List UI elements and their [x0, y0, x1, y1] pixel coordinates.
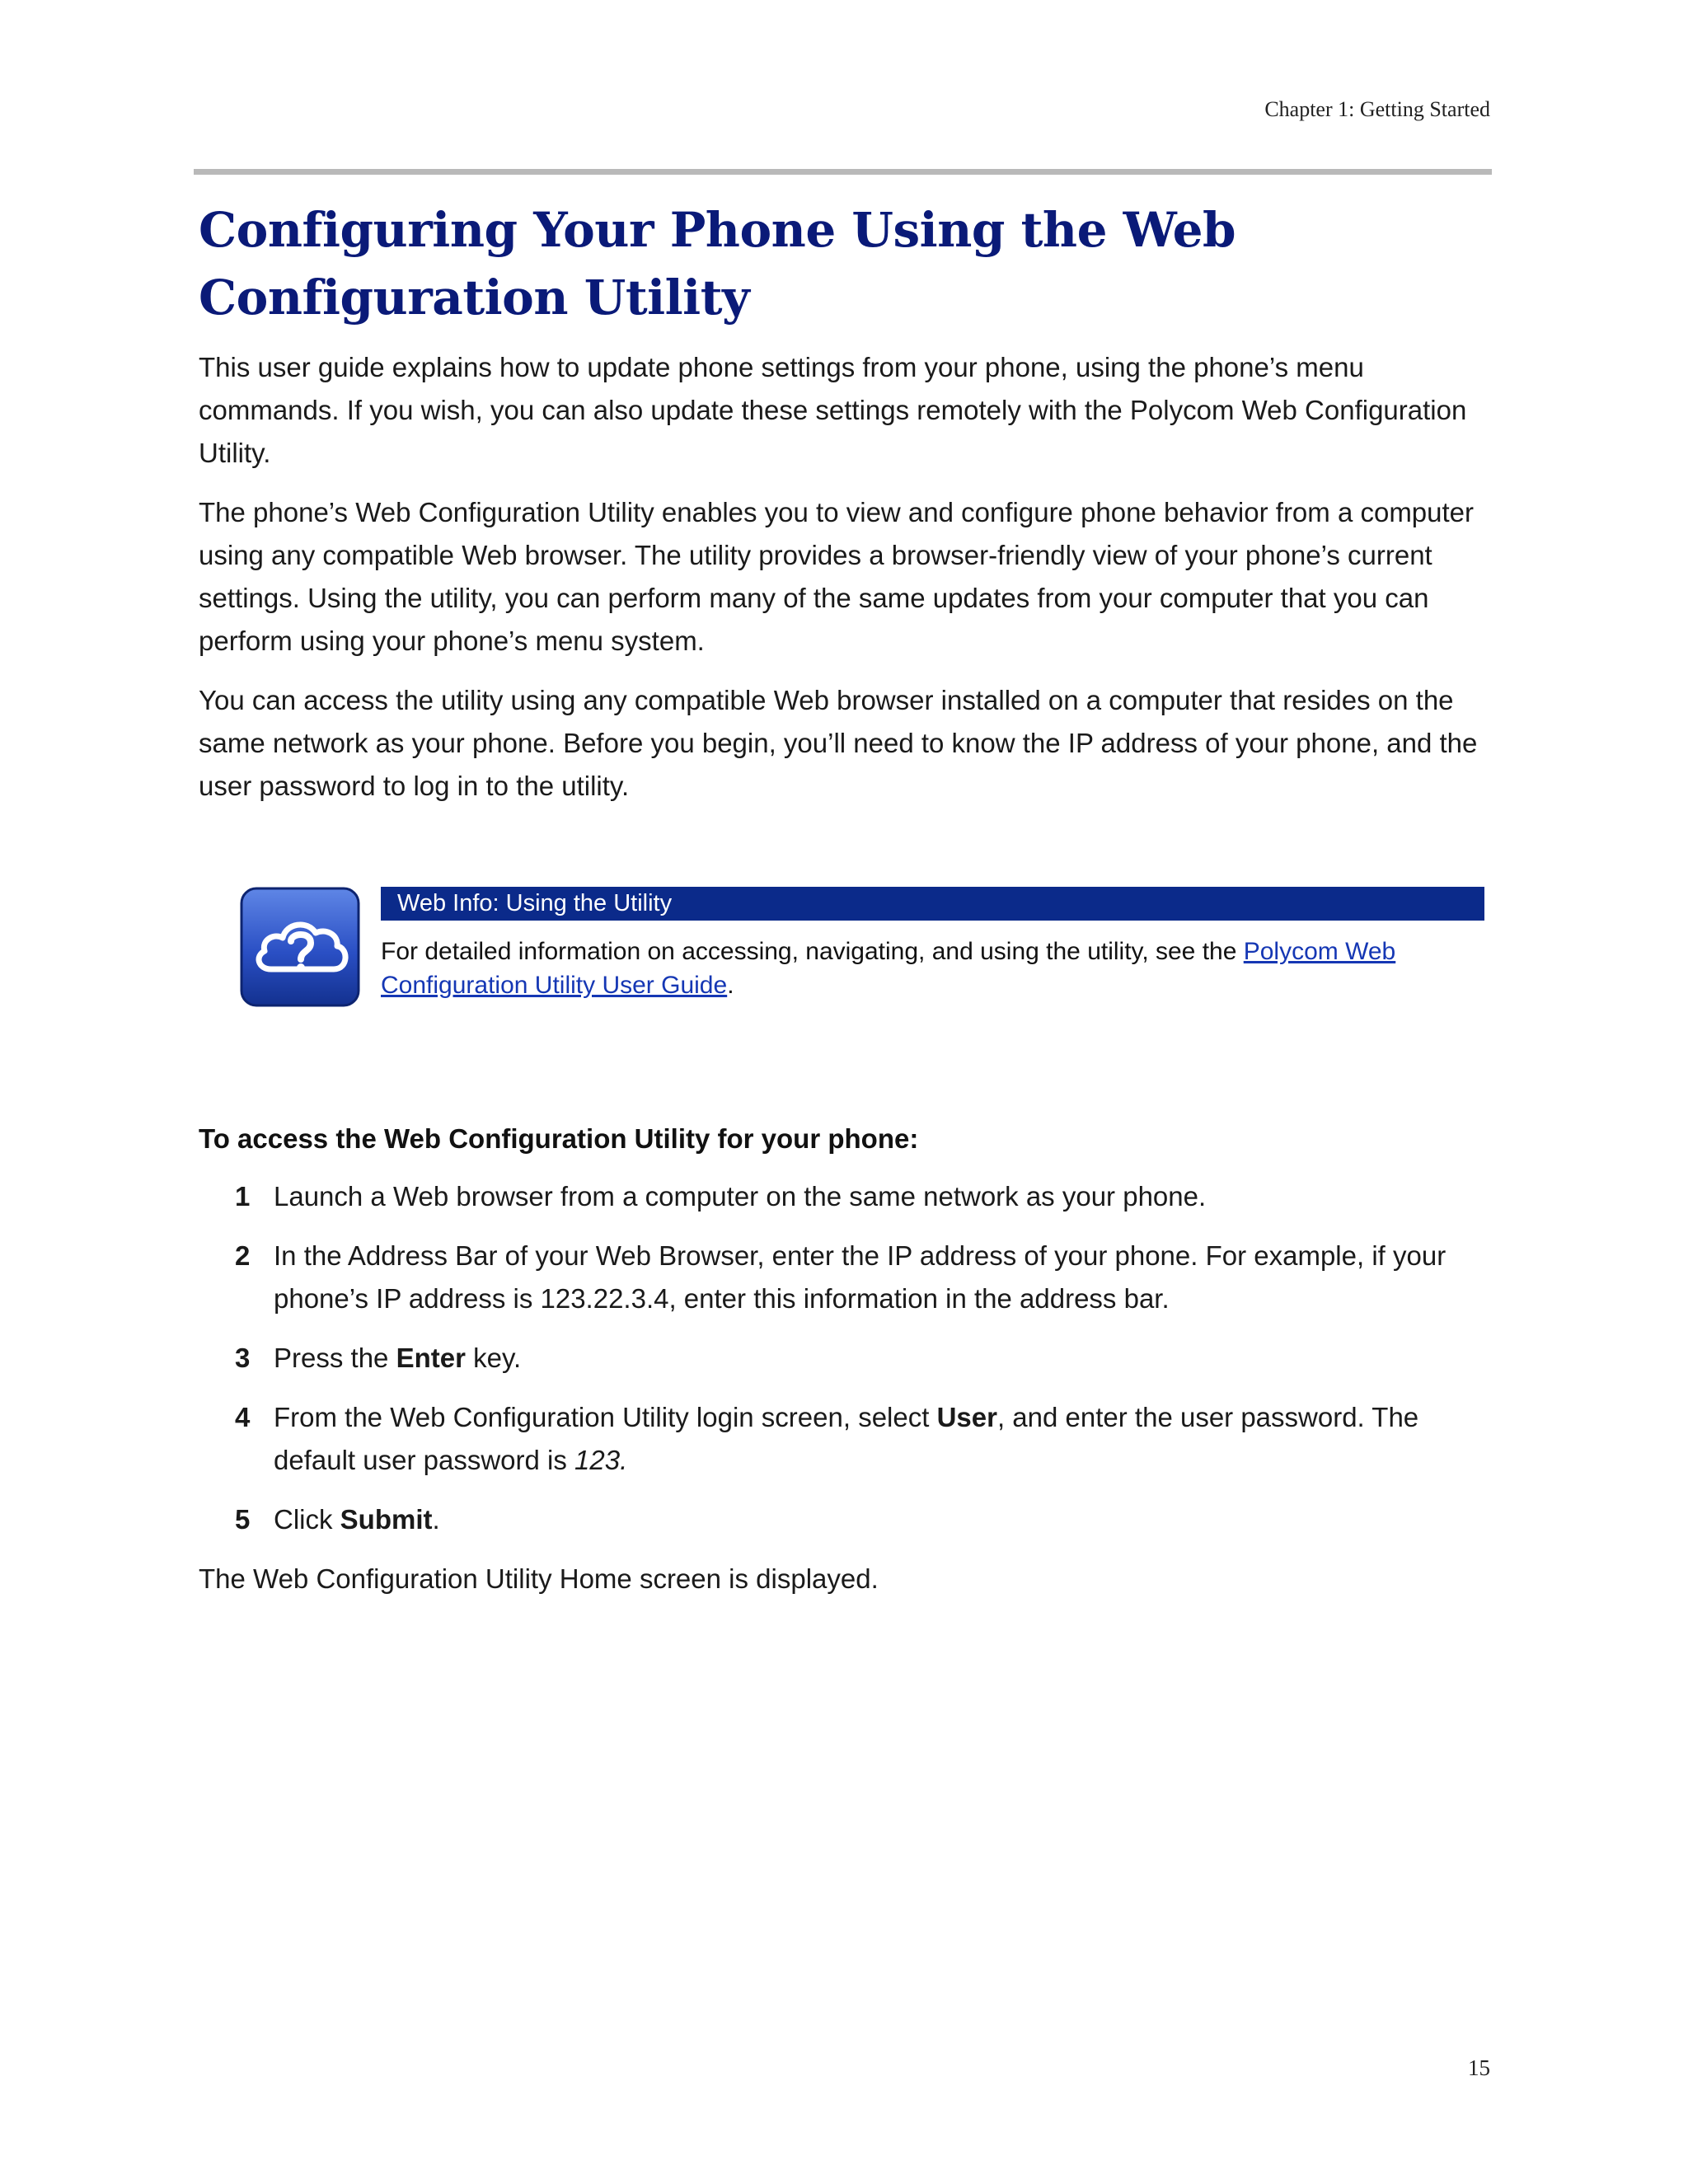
submit-button-label: Submit: [340, 1504, 433, 1535]
step-text: Click: [274, 1504, 340, 1535]
step-text: Press the: [274, 1343, 396, 1373]
step-number: 3: [235, 1343, 251, 1373]
note-text-after: .: [727, 972, 734, 999]
step-5: [199, 1498, 1493, 1541]
utility-description-paragraph: The phone’s Web Configuration Utility enables you to view and configure phone behavior from a computer using any compatible Web browser. The utility provides a browser-friendly view of your phone’s current settings. Using the utility, you can perform many of the same updates from your computer that you can perform using your phone’s menu system.: [199, 497, 1475, 656]
user-option-label: User: [936, 1402, 997, 1432]
running-header: Chapter 1: Getting Started: [1264, 97, 1490, 121]
intro-paragraph: This user guide explains how to update phone settings from your phone, using the phone’s menu commands. If you wish, you can also update these settings remotely with the Polycom Web Configuration Utility.: [199, 352, 1467, 468]
step-number: 2: [235, 1240, 251, 1271]
step-number: 1: [235, 1181, 251, 1212]
procedure-steps: [199, 1175, 1493, 1541]
step-text-after: key.: [465, 1343, 522, 1373]
note-text: [381, 935, 1484, 1002]
procedure-heading: To access the Web Configuration Utility for your phone:: [199, 1123, 919, 1154]
step-4: [199, 1396, 1493, 1482]
header-rule: [194, 169, 1492, 175]
step-text-after: .: [432, 1504, 440, 1535]
web-info-note: [240, 887, 1493, 1010]
note-text-before: For detailed information on accessing, navigating, and using the utility, see the: [381, 938, 1244, 965]
default-password: 123.: [574, 1445, 628, 1475]
step-text: From the Web Configuration Utility login screen, select: [274, 1402, 937, 1432]
step-text: Launch a Web browser from a computer on the same network as your phone.: [274, 1181, 1207, 1212]
closing-paragraph: The Web Configuration Utility Home screen is displayed.: [199, 1563, 879, 1594]
step-number: 5: [235, 1504, 251, 1535]
step-text: In the Address Bar of your Web Browser, enter the IP address of your phone. For example, if your phone’s IP address is 123.22.3.4, enter this information in the address bar.: [274, 1240, 1447, 1314]
step-1: [199, 1175, 1493, 1218]
access-requirements-paragraph: You can access the utility using any compatible Web browser installed on a computer that resides on the same network as your phone. Before you begin, you’ll need to know the IP address of your phone, and the user password to log in to the utility.: [199, 685, 1478, 801]
step-text-mid: , and enter the user password. The default user password is: [274, 1402, 1419, 1475]
page-content: [199, 196, 1493, 1601]
user-guide-link[interactable]: Polycom Web Configuration Utility User Guide: [381, 938, 1396, 999]
note-banner-title: Web Info: Using the Utility: [381, 887, 1484, 921]
enter-key-label: Enter: [396, 1343, 466, 1373]
cloud-question-icon: [240, 887, 360, 1007]
step-3: [199, 1337, 1493, 1380]
page-number: 15: [1468, 2055, 1490, 2080]
step-number: 4: [235, 1402, 251, 1432]
step-2: [199, 1235, 1493, 1320]
section-title: Configuring Your Phone Using the Web Configuration Utility: [199, 202, 1236, 326]
